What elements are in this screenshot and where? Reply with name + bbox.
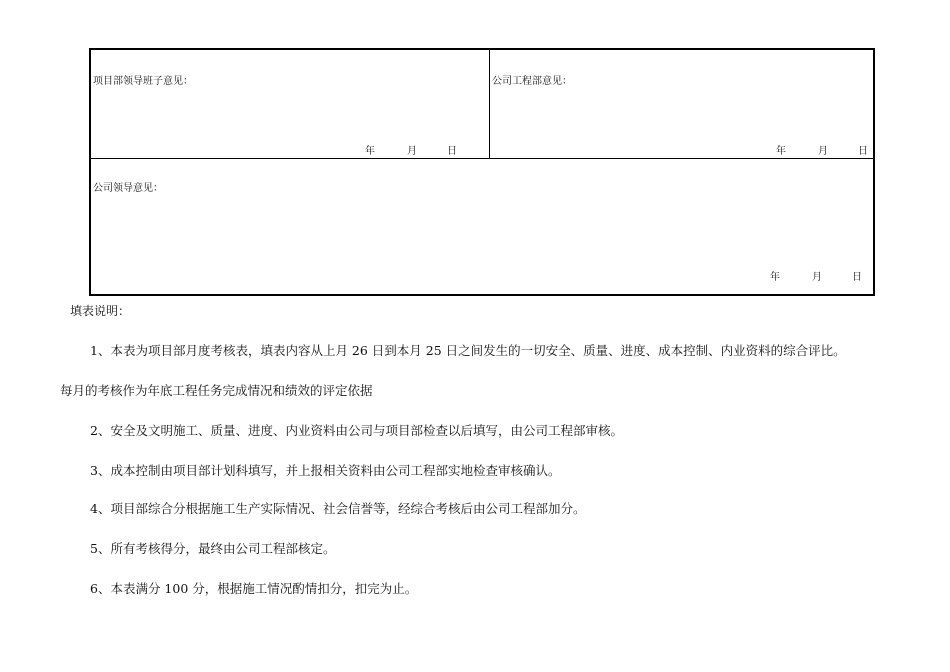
- date-month-label: 月: [818, 146, 828, 157]
- company-leadership-opinion-label: 公司领导意见：: [93, 183, 163, 194]
- date-day-label: 日: [852, 272, 862, 283]
- engineering-dept-opinion-label: 公司工程部意见：: [492, 76, 572, 87]
- note-item: 4、项目部综合分根据施工生产实际情况、社会信誉等，经综合考核后由公司工程部加分。: [90, 501, 586, 516]
- date-year-label: 年: [770, 272, 780, 283]
- note-item: 1、本表为项目部月度考核表，填表内容从上月 26 日到本月 25 日之间发生的一切安全、质量、进度、成本控制、内业资料的综合评比。: [90, 343, 846, 358]
- note-item: 5、所有考核得分，最终由公司工程部核定。: [90, 541, 336, 556]
- date-day-label: 日: [447, 146, 457, 157]
- date-month-label: 月: [407, 146, 417, 157]
- notes-title: 填表说明：: [70, 304, 131, 318]
- note-item: 6、本表满分 100 分，根据施工情况酌情扣分，扣完为止。: [90, 581, 418, 596]
- company-leadership-opinion-cell: [91, 159, 873, 294]
- note-item: 2、安全及文明施工、质量、进度、内业资料由公司与项目部检查以后填写，由公司工程部审核。: [90, 423, 623, 438]
- note-item-continuation: 每月的考核作为年底工程任务完成情况和绩效的评定依据: [60, 383, 373, 398]
- note-item: 3、成本控制由项目部计划科填写，并上报相关资料由公司工程部实地检查审核确认。: [90, 463, 561, 478]
- date-month-label: 月: [812, 272, 822, 283]
- project-leadership-opinion-label: 项目部领导班子意见：: [93, 76, 193, 87]
- date-year-label: 年: [776, 146, 786, 157]
- engineering-dept-opinion-cell: [490, 50, 873, 159]
- date-year-label: 年: [365, 146, 375, 157]
- approval-form-table: [89, 48, 875, 296]
- date-day-label: 日: [858, 146, 868, 157]
- project-leadership-opinion-cell: [91, 50, 490, 159]
